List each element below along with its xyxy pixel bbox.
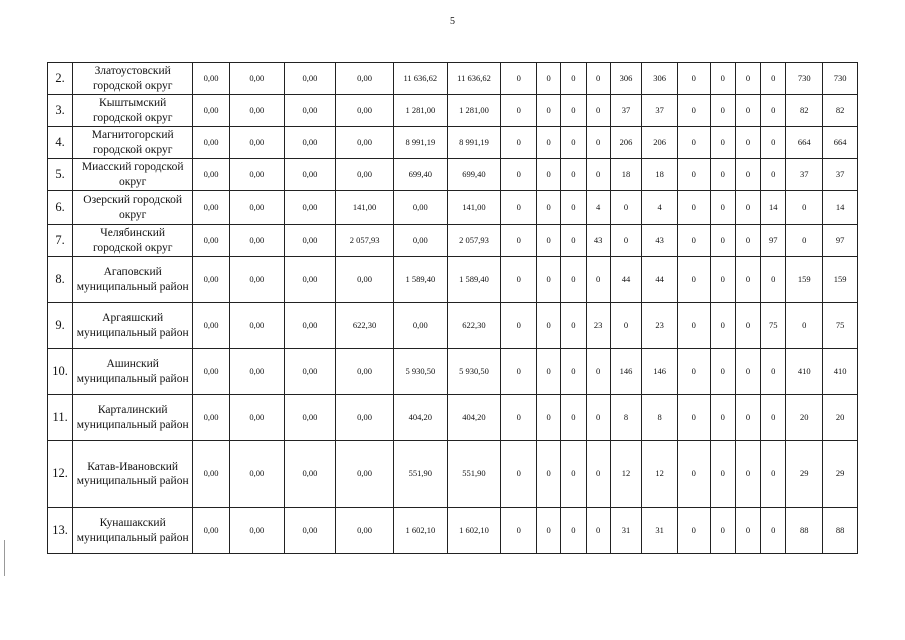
table-cell: 0,00 [193, 159, 230, 191]
table-cell: 0,00 [229, 508, 284, 554]
table-cell: 0,00 [284, 95, 336, 127]
table-row [48, 395, 858, 441]
table-cell: 1 281,00 [394, 95, 448, 127]
table-cell: 23 [586, 303, 610, 349]
table-cell: 37 [610, 95, 642, 127]
table-cell: 0,00 [193, 127, 230, 159]
table-cell: 0 [586, 127, 610, 159]
table-cell: 0 [761, 159, 786, 191]
table-cell: 0 [561, 127, 586, 159]
table-cell: 206 [642, 127, 678, 159]
table-cell: 4 [642, 191, 678, 225]
table-cell: 0,00 [229, 95, 284, 127]
row-number: 8. [48, 257, 73, 303]
table-cell: 404,20 [447, 395, 501, 441]
table-cell: 97 [761, 225, 786, 257]
table-cell: 1 589,40 [447, 257, 501, 303]
table-cell: 0,00 [284, 159, 336, 191]
table-cell: 0 [501, 257, 537, 303]
table-cell: 88 [823, 508, 858, 554]
table-cell: 1 602,10 [394, 508, 448, 554]
municipality-name: Аргаяшский муниципальный район [73, 303, 193, 349]
table-cell: 0 [710, 127, 735, 159]
table-cell: 0 [761, 508, 786, 554]
table-cell: 0 [586, 257, 610, 303]
table-cell: 0 [561, 191, 586, 225]
table-cell: 5 930,50 [394, 349, 448, 395]
municipality-name: Карталинский муниципальный район [73, 395, 193, 441]
table-cell: 0 [735, 441, 760, 508]
table-cell: 622,30 [447, 303, 501, 349]
table-cell: 141,00 [336, 191, 394, 225]
table-cell: 0 [537, 63, 561, 95]
table-cell: 0,00 [336, 159, 394, 191]
table-cell: 0 [561, 303, 586, 349]
table-cell: 20 [823, 395, 858, 441]
table-row [48, 225, 858, 257]
table-cell: 0 [710, 191, 735, 225]
table-cell: 0 [735, 395, 760, 441]
table-cell: 0 [678, 159, 711, 191]
table-cell: 0 [561, 225, 586, 257]
table-cell: 0,00 [336, 508, 394, 554]
table-cell: 0 [586, 63, 610, 95]
table-cell: 0 [610, 191, 642, 225]
table-cell: 0 [678, 63, 711, 95]
table-cell: 0,00 [284, 441, 336, 508]
table-cell: 0 [710, 63, 735, 95]
table-cell: 306 [610, 63, 642, 95]
table-cell: 88 [786, 508, 823, 554]
municipality-name: Озерский городской округ [73, 191, 193, 225]
table-cell: 0 [561, 349, 586, 395]
table-cell: 0 [761, 395, 786, 441]
table-cell: 0,00 [193, 225, 230, 257]
table-cell: 0 [537, 395, 561, 441]
table-cell: 0 [537, 225, 561, 257]
table-cell: 0,00 [193, 508, 230, 554]
row-number: 9. [48, 303, 73, 349]
table-cell: 0,00 [284, 395, 336, 441]
table-cell: 0,00 [229, 225, 284, 257]
table-cell: 8 [642, 395, 678, 441]
table-cell: 0 [735, 127, 760, 159]
table-cell: 0,00 [284, 349, 336, 395]
table-cell: 0,00 [229, 63, 284, 95]
allocation-table [47, 62, 858, 554]
table-cell: 0,00 [336, 441, 394, 508]
table-cell: 0,00 [193, 395, 230, 441]
table-row [48, 95, 858, 127]
binding-margin-mark [4, 540, 11, 576]
table-cell: 82 [786, 95, 823, 127]
row-number: 6. [48, 191, 73, 225]
municipality-name: Миасский городской округ [73, 159, 193, 191]
table-cell: 31 [610, 508, 642, 554]
table-cell: 14 [823, 191, 858, 225]
row-number: 11. [48, 395, 73, 441]
table-cell: 159 [786, 257, 823, 303]
table-row [48, 191, 858, 225]
table-cell: 0 [735, 95, 760, 127]
table-cell: 43 [642, 225, 678, 257]
table-cell: 551,90 [447, 441, 501, 508]
table-cell: 0 [761, 257, 786, 303]
table-cell: 410 [786, 349, 823, 395]
table-cell: 8 991,19 [394, 127, 448, 159]
table-cell: 5 930,50 [447, 349, 501, 395]
table-cell: 0,00 [336, 127, 394, 159]
table-cell: 0,00 [193, 349, 230, 395]
table-cell: 622,30 [336, 303, 394, 349]
table-cell: 0,00 [336, 257, 394, 303]
table-cell: 0,00 [229, 395, 284, 441]
table-cell: 1 281,00 [447, 95, 501, 127]
table-cell: 0 [735, 303, 760, 349]
table-cell: 0,00 [336, 63, 394, 95]
table-cell: 0 [761, 127, 786, 159]
municipality-name: Ашинский муниципальный район [73, 349, 193, 395]
table-cell: 0 [678, 95, 711, 127]
row-number: 10. [48, 349, 73, 395]
table-cell: 0 [610, 225, 642, 257]
table-cell: 0 [561, 95, 586, 127]
table-row [48, 441, 858, 508]
page-number: 5 [450, 16, 455, 27]
table-cell: 0 [710, 349, 735, 395]
table-row [48, 303, 858, 349]
table-cell: 0,00 [284, 191, 336, 225]
table-cell: 0 [537, 127, 561, 159]
table-row [48, 159, 858, 191]
table-cell: 0 [710, 257, 735, 303]
row-number: 13. [48, 508, 73, 554]
table-cell: 0 [735, 257, 760, 303]
table-cell: 0 [761, 95, 786, 127]
table-cell: 75 [761, 303, 786, 349]
table-cell: 410 [823, 349, 858, 395]
table-row [48, 508, 858, 554]
table-row [48, 63, 858, 95]
row-number: 3. [48, 95, 73, 127]
table-cell: 23 [642, 303, 678, 349]
table-cell: 206 [610, 127, 642, 159]
table-body [48, 63, 858, 554]
table-cell: 0,00 [336, 349, 394, 395]
table-cell: 0 [735, 191, 760, 225]
table-cell: 699,40 [394, 159, 448, 191]
table-cell: 0,00 [193, 191, 230, 225]
table-cell: 0,00 [284, 303, 336, 349]
table-cell: 29 [786, 441, 823, 508]
table-cell: 8 991,19 [447, 127, 501, 159]
table-cell: 0 [501, 191, 537, 225]
table-cell: 97 [823, 225, 858, 257]
table-cell: 0,00 [193, 63, 230, 95]
table-cell: 0,00 [336, 95, 394, 127]
table-row [48, 349, 858, 395]
table-cell: 2 057,93 [336, 225, 394, 257]
row-number: 2. [48, 63, 73, 95]
municipality-name: Челябинский городской округ [73, 225, 193, 257]
row-number: 5. [48, 159, 73, 191]
municipality-name: Кыштымский городской округ [73, 95, 193, 127]
table-cell: 0,00 [394, 225, 448, 257]
table-cell: 0 [501, 95, 537, 127]
table-cell: 0 [761, 441, 786, 508]
table-cell: 0 [537, 441, 561, 508]
municipality-name: Златоустовский городской округ [73, 63, 193, 95]
table-cell: 699,40 [447, 159, 501, 191]
table-cell: 0 [735, 159, 760, 191]
table-cell: 0 [537, 257, 561, 303]
table-cell: 0 [501, 349, 537, 395]
table-cell: 0 [786, 225, 823, 257]
municipality-name: Агаповский муниципальный район [73, 257, 193, 303]
table-cell: 0 [537, 349, 561, 395]
table-cell: 0 [678, 225, 711, 257]
table-cell: 0 [735, 63, 760, 95]
table-cell: 0 [761, 63, 786, 95]
table-cell: 0 [735, 508, 760, 554]
table-cell: 0 [710, 95, 735, 127]
row-number: 12. [48, 441, 73, 508]
table-row [48, 257, 858, 303]
table-cell: 0,00 [229, 303, 284, 349]
table-cell: 0 [561, 441, 586, 508]
table-cell: 0 [501, 225, 537, 257]
table-cell: 0 [501, 159, 537, 191]
table-cell: 14 [761, 191, 786, 225]
table-cell: 0 [678, 191, 711, 225]
table-cell: 0 [710, 225, 735, 257]
table-cell: 44 [610, 257, 642, 303]
table-cell: 12 [642, 441, 678, 508]
table-cell: 0,00 [229, 349, 284, 395]
table-cell: 0 [501, 441, 537, 508]
table-cell: 0 [586, 349, 610, 395]
table-cell: 0 [678, 395, 711, 441]
table-cell: 404,20 [394, 395, 448, 441]
table-cell: 0 [586, 95, 610, 127]
table-cell: 0,00 [193, 95, 230, 127]
table-cell: 664 [823, 127, 858, 159]
table-cell: 29 [823, 441, 858, 508]
table-cell: 0 [678, 349, 711, 395]
table-cell: 43 [586, 225, 610, 257]
table-cell: 0 [586, 395, 610, 441]
table-cell: 1 589,40 [394, 257, 448, 303]
table-cell: 0 [561, 159, 586, 191]
table-cell: 141,00 [447, 191, 501, 225]
table-cell: 11 636,62 [447, 63, 501, 95]
table-cell: 0 [735, 349, 760, 395]
table-cell: 0,00 [336, 395, 394, 441]
table-cell: 0 [678, 441, 711, 508]
table-cell: 146 [642, 349, 678, 395]
table-cell: 0 [761, 349, 786, 395]
table-cell: 0 [710, 303, 735, 349]
table-cell: 0 [561, 257, 586, 303]
table-cell: 8 [610, 395, 642, 441]
table-cell: 75 [823, 303, 858, 349]
table-cell: 37 [823, 159, 858, 191]
table-cell: 0 [561, 63, 586, 95]
table-cell: 0,00 [193, 441, 230, 508]
table-cell: 0 [586, 159, 610, 191]
table-row [48, 127, 858, 159]
table-cell: 18 [642, 159, 678, 191]
table-cell: 0,00 [284, 63, 336, 95]
table-cell: 0,00 [193, 303, 230, 349]
municipality-name: Кунашакский муниципальный район [73, 508, 193, 554]
municipality-name: Катав-Ивановский муниципальный район [73, 441, 193, 508]
table-cell: 730 [823, 63, 858, 95]
table-cell: 0,00 [394, 191, 448, 225]
table-cell: 0 [501, 508, 537, 554]
table-cell: 82 [823, 95, 858, 127]
table-cell: 11 636,62 [394, 63, 448, 95]
table-cell: 0 [561, 508, 586, 554]
table-cell: 0 [710, 508, 735, 554]
table-cell: 20 [786, 395, 823, 441]
table-cell: 0,00 [394, 303, 448, 349]
table-cell: 44 [642, 257, 678, 303]
table-cell: 0 [786, 303, 823, 349]
table-cell: 0,00 [229, 159, 284, 191]
table-cell: 31 [642, 508, 678, 554]
table-cell: 0 [610, 303, 642, 349]
table-cell: 0 [710, 441, 735, 508]
table-cell: 37 [786, 159, 823, 191]
table-cell: 0,00 [193, 257, 230, 303]
table-cell: 12 [610, 441, 642, 508]
table-cell: 0 [678, 303, 711, 349]
table-cell: 0,00 [229, 257, 284, 303]
table-cell: 730 [786, 63, 823, 95]
table-cell: 1 602,10 [447, 508, 501, 554]
table-cell: 0 [561, 395, 586, 441]
table-cell: 0,00 [229, 127, 284, 159]
table-cell: 0 [710, 395, 735, 441]
table-cell: 0 [586, 441, 610, 508]
table-cell: 37 [642, 95, 678, 127]
table-cell: 0,00 [284, 127, 336, 159]
table-cell: 0 [710, 159, 735, 191]
table-cell: 0 [501, 395, 537, 441]
table-cell: 18 [610, 159, 642, 191]
table-cell: 0,00 [284, 225, 336, 257]
table-cell: 0,00 [229, 191, 284, 225]
table-cell: 0 [537, 191, 561, 225]
table-cell: 0 [678, 508, 711, 554]
table-cell: 0 [678, 257, 711, 303]
table-cell: 4 [586, 191, 610, 225]
table-cell: 0 [501, 127, 537, 159]
table-cell: 0 [537, 159, 561, 191]
table-cell: 0 [501, 303, 537, 349]
table-cell: 0 [537, 95, 561, 127]
table-cell: 0 [586, 508, 610, 554]
table-cell: 0,00 [284, 257, 336, 303]
table-cell: 664 [786, 127, 823, 159]
row-number: 4. [48, 127, 73, 159]
table-cell: 0,00 [284, 508, 336, 554]
table-cell: 0 [537, 508, 561, 554]
table-cell: 0 [501, 63, 537, 95]
row-number: 7. [48, 225, 73, 257]
table-cell: 146 [610, 349, 642, 395]
municipality-name: Магнитогорский городской округ [73, 127, 193, 159]
table-cell: 0,00 [229, 441, 284, 508]
table-cell: 0 [735, 225, 760, 257]
table-cell: 551,90 [394, 441, 448, 508]
table-cell: 306 [642, 63, 678, 95]
table-cell: 0 [537, 303, 561, 349]
table-cell: 0 [786, 191, 823, 225]
table-cell: 159 [823, 257, 858, 303]
table-cell: 2 057,93 [447, 225, 501, 257]
table-cell: 0 [678, 127, 711, 159]
